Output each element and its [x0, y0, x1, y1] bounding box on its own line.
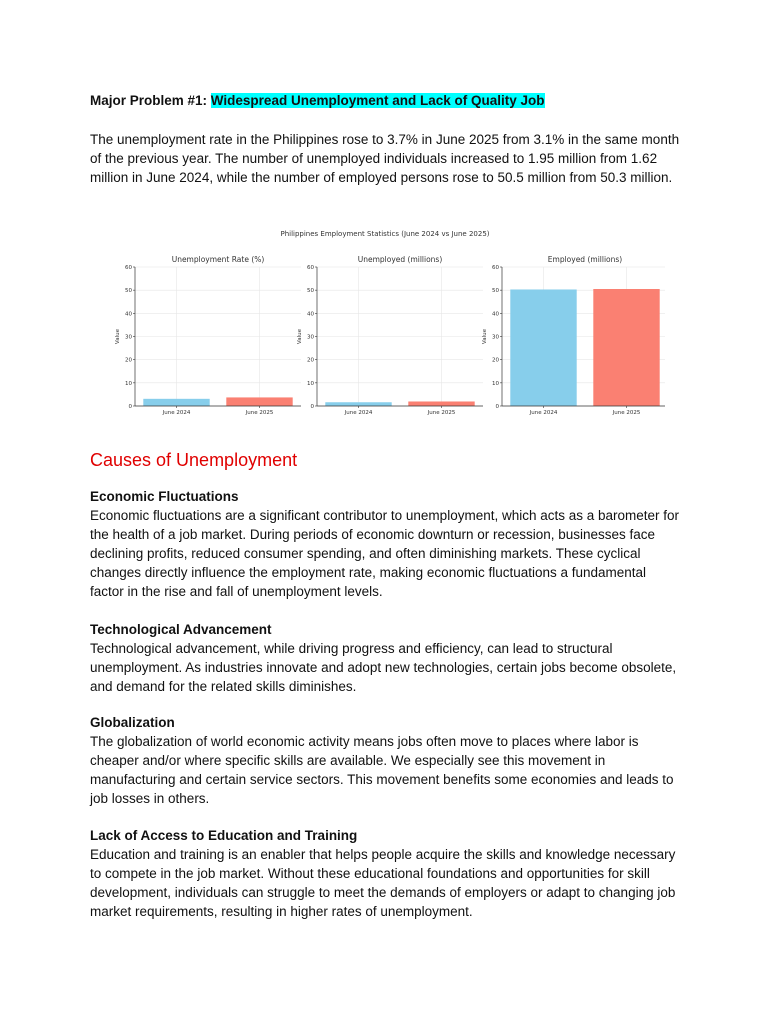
employment-chart: [105, 225, 665, 425]
y-tick-label: 20: [307, 357, 314, 364]
x-tick-label: June 2025: [612, 410, 641, 416]
y-tick-label: 10: [307, 380, 314, 387]
y-tick-label: 40: [307, 311, 314, 318]
causes-title: Causes of Unemployment: [90, 450, 298, 470]
cause-body: Technological advancement, while driving progress and efficiency, can lead to structural unemployment. As industries innovate and adopt new technologies, certain jobs become obsolete, and demand for the related skills diminishes.: [90, 641, 677, 694]
y-tick-label: 0: [128, 404, 132, 410]
cause-body: The globalization of world economic activity means jobs often move to places where labor is cheaper and/or where specific skills are available. We especially see this movement in manufacturing and certain service sectors. This movement benefits some economies and leads to job losses in others.: [90, 734, 674, 806]
cause-body: Education and training is an enabler that helps people acquire the skills and knowledge necessary to compete in the job market. Without these educational foundations and opportunities for skill development, individuals can struggle to meet the demands of employers or adapt to changing job market requirements, resulting in higher rates of unemployment.: [90, 847, 676, 919]
x-tick-label: June 2024: [344, 410, 373, 416]
bar: [325, 402, 391, 406]
x-tick-label: June 2024: [162, 410, 191, 416]
problem-heading: [90, 93, 545, 108]
panel-title: Unemployed (millions): [357, 255, 443, 264]
x-tick-label: June 2025: [245, 410, 274, 416]
cause-title: Economic Fluctuations: [90, 489, 239, 504]
problem-label: Major Problem #1:: [90, 93, 208, 108]
chart-title: Philippines Employment Statistics (June 2024 vs June 2025): [280, 230, 490, 238]
x-tick-label: June 2024: [529, 410, 558, 416]
cause-title: Lack of Access to Education and Training: [90, 828, 358, 843]
y-tick-label: 0: [495, 404, 499, 410]
bar: [593, 289, 659, 406]
x-tick-label: June 2025: [427, 410, 456, 416]
bar: [510, 289, 576, 406]
y-tick-label: 50: [307, 288, 314, 295]
cause-economic-fluctuations: [90, 487, 680, 601]
cause-body: Economic fluctuations are a significant contributor to unemployment, which acts as a barometer for the health of a job market. During periods of economic downturn or recession, businesses face declining profits, reduced consumer spending, and often diminishing markets. These cyclical changes directly influence the employment rate, making economic fluctuations a fundamental factor in the rise and fall of unemployment levels.: [90, 508, 680, 599]
problem-highlight: Widespread Unemployment and Lack of Quality Job: [210, 93, 545, 108]
bar: [408, 401, 474, 406]
cause-title: Technological Advancement: [90, 622, 272, 637]
y-axis-label: Value: [115, 328, 121, 345]
y-tick-label: 50: [492, 288, 499, 295]
y-tick-label: 50: [125, 288, 132, 295]
cause-globalization: [90, 713, 680, 808]
bar: [143, 399, 209, 406]
y-tick-label: 20: [125, 357, 132, 364]
y-tick-label: 60: [492, 265, 499, 271]
y-tick-label: 30: [307, 334, 314, 341]
y-tick-label: 0: [310, 404, 314, 410]
cause-technological-advancement: [90, 620, 680, 696]
y-tick-label: 40: [125, 311, 132, 318]
y-tick-label: 10: [492, 380, 499, 387]
y-tick-label: 30: [125, 334, 132, 341]
panel-title: Employed (millions): [547, 255, 623, 264]
cause-title: Globalization: [90, 715, 175, 730]
y-tick-label: 60: [307, 265, 314, 271]
cause-education-training: [90, 826, 680, 921]
chart-svg: [105, 225, 665, 425]
y-axis-label: Value: [297, 328, 303, 345]
intro-paragraph: The unemployment rate in the Philippines rose to 3.7% in June 2025 from 3.1% in the same month of the previous year. The number of unemployed individuals increased to 1.95 million from 1.62 million in June 2024, while the number of employed persons rose to 50.5 million from 50.3 million.: [90, 132, 680, 185]
y-tick-label: 10: [125, 380, 132, 387]
y-tick-label: 30: [492, 334, 499, 341]
y-tick-label: 40: [492, 311, 499, 318]
y-axis-label: Value: [482, 328, 488, 345]
panel-title: Unemployment Rate (%): [171, 255, 265, 264]
bar: [226, 397, 292, 406]
y-tick-label: 60: [125, 265, 132, 271]
y-tick-label: 20: [492, 357, 499, 364]
